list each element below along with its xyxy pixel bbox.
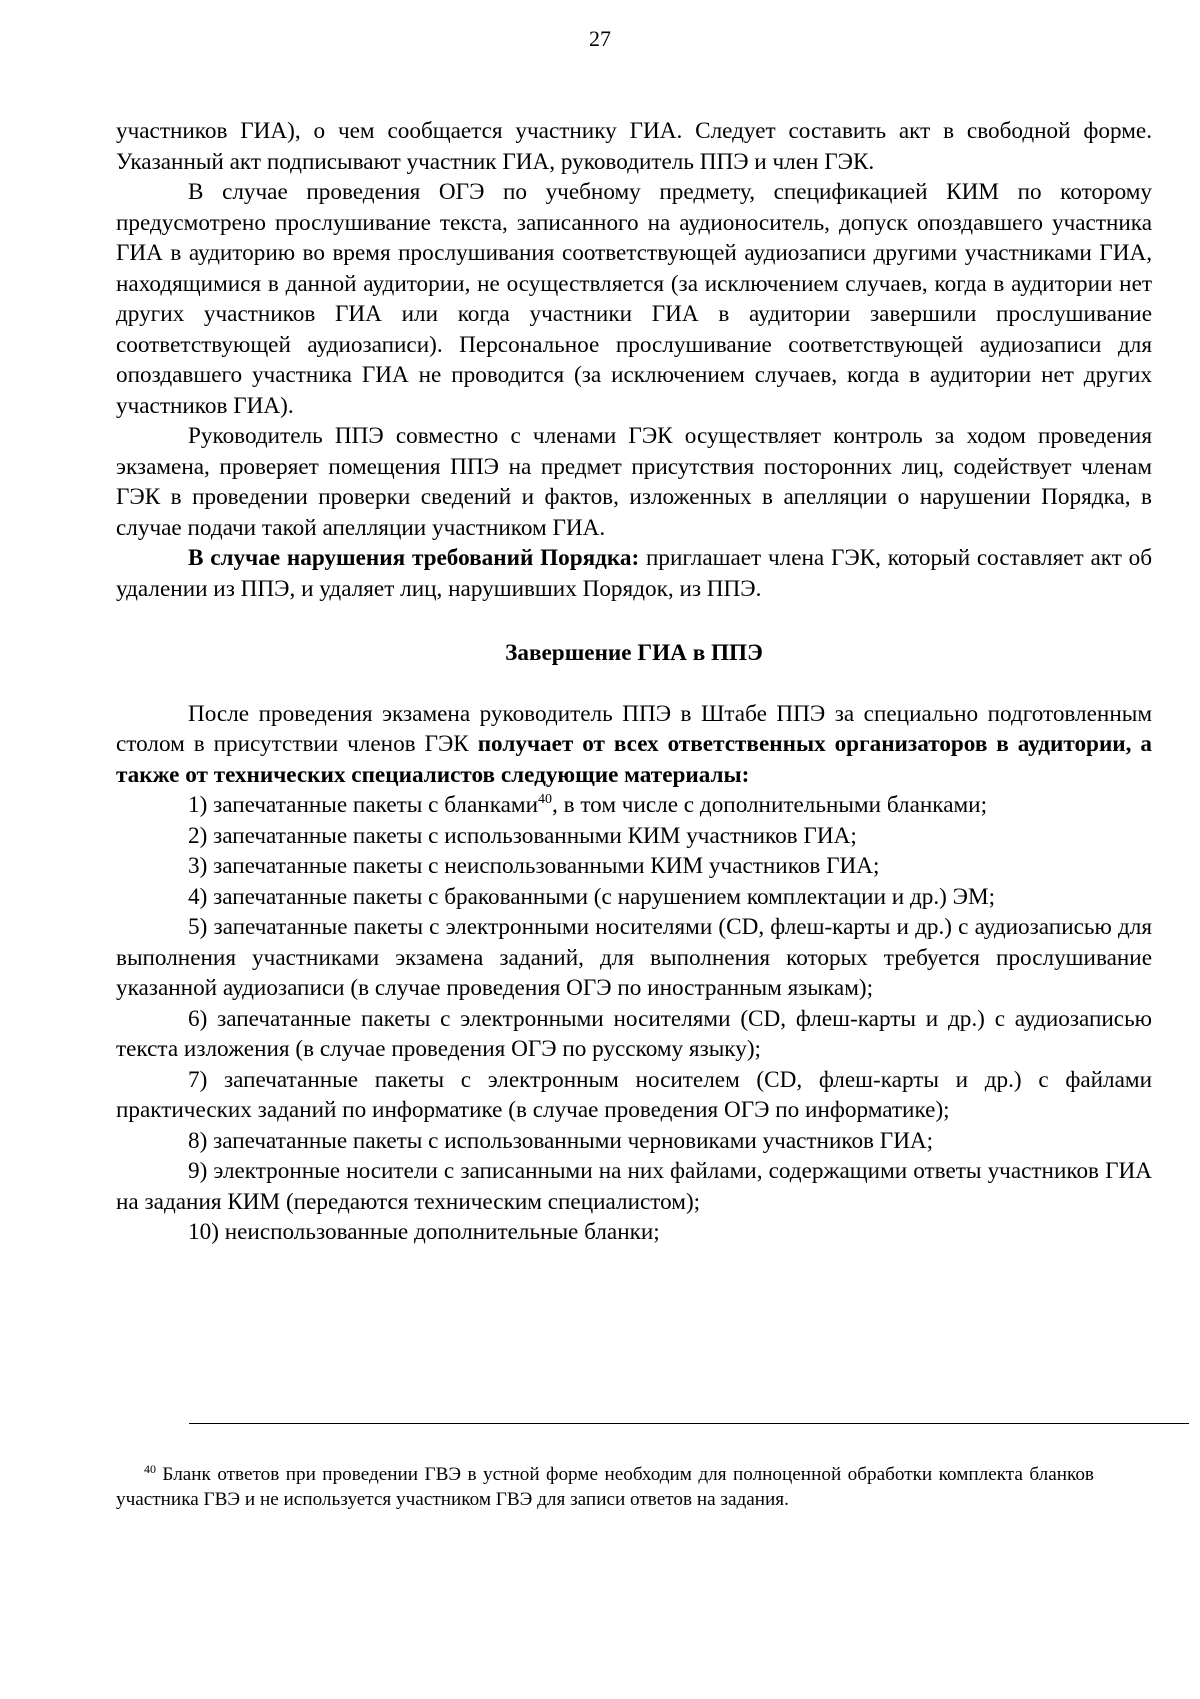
footnote	[116, 1462, 1094, 1512]
paragraph-after-exam	[116, 699, 1152, 791]
violation-text: приглашает члена ГЭК, который составляет акт об удалении из ППЭ, и удаляет лиц, нарушивших Порядок, из ППЭ.	[116, 545, 1152, 602]
list-item: 5) запечатанные пакеты с электронными носителями (CD, флеш-карты и др.) с аудиозаписью для выполнения участниками экзамена заданий, для выполнения которых требуется прослушивание указанной аудиозаписи (в случае проведения ОГЭ по иностранным языкам);	[116, 914, 1152, 1001]
footnote-separator	[189, 1423, 1189, 1424]
footnote-reference: 40	[538, 792, 552, 807]
footnote-number: 40	[144, 1462, 156, 1476]
list-item	[116, 790, 1152, 821]
list-item: 10) неиспользованные дополнительные бланки;	[188, 1219, 660, 1245]
after-exam-text: После проведения экзамена руководитель ППЭ в Штабе ППЭ за специально подготовленным столом в присутствии членов ГЭК	[116, 700, 1152, 757]
page-number: 27	[589, 26, 611, 51]
list-item: 6) запечатанные пакеты с электронными носителями (CD, флеш-карты и др.) с аудиозаписью текста изложения (в случае проведения ОГЭ по русскому языку);	[116, 1005, 1152, 1062]
paragraph-continuation: участников ГИА), о чем сообщается участнику ГИА. Следует составить акт в свободной форме. Указанный акт подписывают участник ГИА, руководитель ППЭ и член ГЭК.	[116, 118, 1152, 175]
paragraph-violation	[116, 543, 1152, 604]
list-item: 7) запечатанные пакеты с электронным носителем (CD, флеш-карты и др.) с файлами практических заданий по информатике (в случае проведения ОГЭ по информатике);	[116, 1066, 1152, 1123]
paragraph-audio-admission: В случае проведения ОГЭ по учебному предмету, спецификацией КИМ по которому предусмотрено прослушивание текста, записанного на аудионоситель, допуск опоздавшего участника ГИА в аудиторию во время прослушивания соответствующей аудиозаписи другими участниками ГИА, находящимися в данной аудитории, не осуществляется (за исключением случаев, когда в аудитории нет других участников ГИА или когда участники ГИА в аудитории завершили прослушивание соответствующей аудиозаписи). Персональное прослушивание соответствующей аудиозаписи для опоздавшего участника ГИА не проводится (за исключением случаев, когда в аудитории нет других участников ГИА).	[116, 179, 1152, 419]
list-item: 3) запечатанные пакеты с неиспользованными КИМ участников ГИА;	[188, 853, 880, 879]
footnote-text: Бланк ответов при проведении ГВЭ в устной форме необходим для полноценной обработки комплекта бланков участника ГВЭ и не используется участником ГВЭ для записи ответов на задания.	[116, 1464, 1094, 1510]
list-item: 4) запечатанные пакеты с бракованными (с нарушением комплектации и др.) ЭМ;	[188, 883, 996, 910]
after-exam-bold: получает от всех ответственных организаторов в аудитории, а также от технических специалистов следующие материалы:	[116, 731, 1152, 788]
list-item: 2) запечатанные пакеты с использованными КИМ участников ГИА;	[188, 822, 857, 849]
document-body	[116, 116, 1152, 1248]
list-item-text: , в том числе с дополнительными бланками;	[552, 792, 988, 818]
list-item-text: 1) запечатанные пакеты с бланками	[188, 792, 538, 818]
list-item: 9) электронные носители с записанными на них файлами, содержащими ответы участников ГИА на задания КИМ (передаются техническим специалистом);	[116, 1158, 1152, 1215]
paragraph-control: Руководитель ППЭ совместно с членами ГЭК осуществляет контроль за ходом проведения экзамена, проверяет помещения ППЭ на предмет присутствия посторонних лиц, содействует членам ГЭК в проведении проверки сведений и фактов, изложенных в апелляции о нарушении Порядка, в случае подачи такой апелляции участником ГИА.	[116, 423, 1152, 541]
violation-lead: В случае нарушения требований Порядка:	[188, 545, 640, 571]
section-title: Завершение ГИА в ППЭ	[505, 640, 763, 666]
list-item: 8) запечатанные пакеты с использованными черновиками участников ГИА;	[188, 1127, 934, 1154]
